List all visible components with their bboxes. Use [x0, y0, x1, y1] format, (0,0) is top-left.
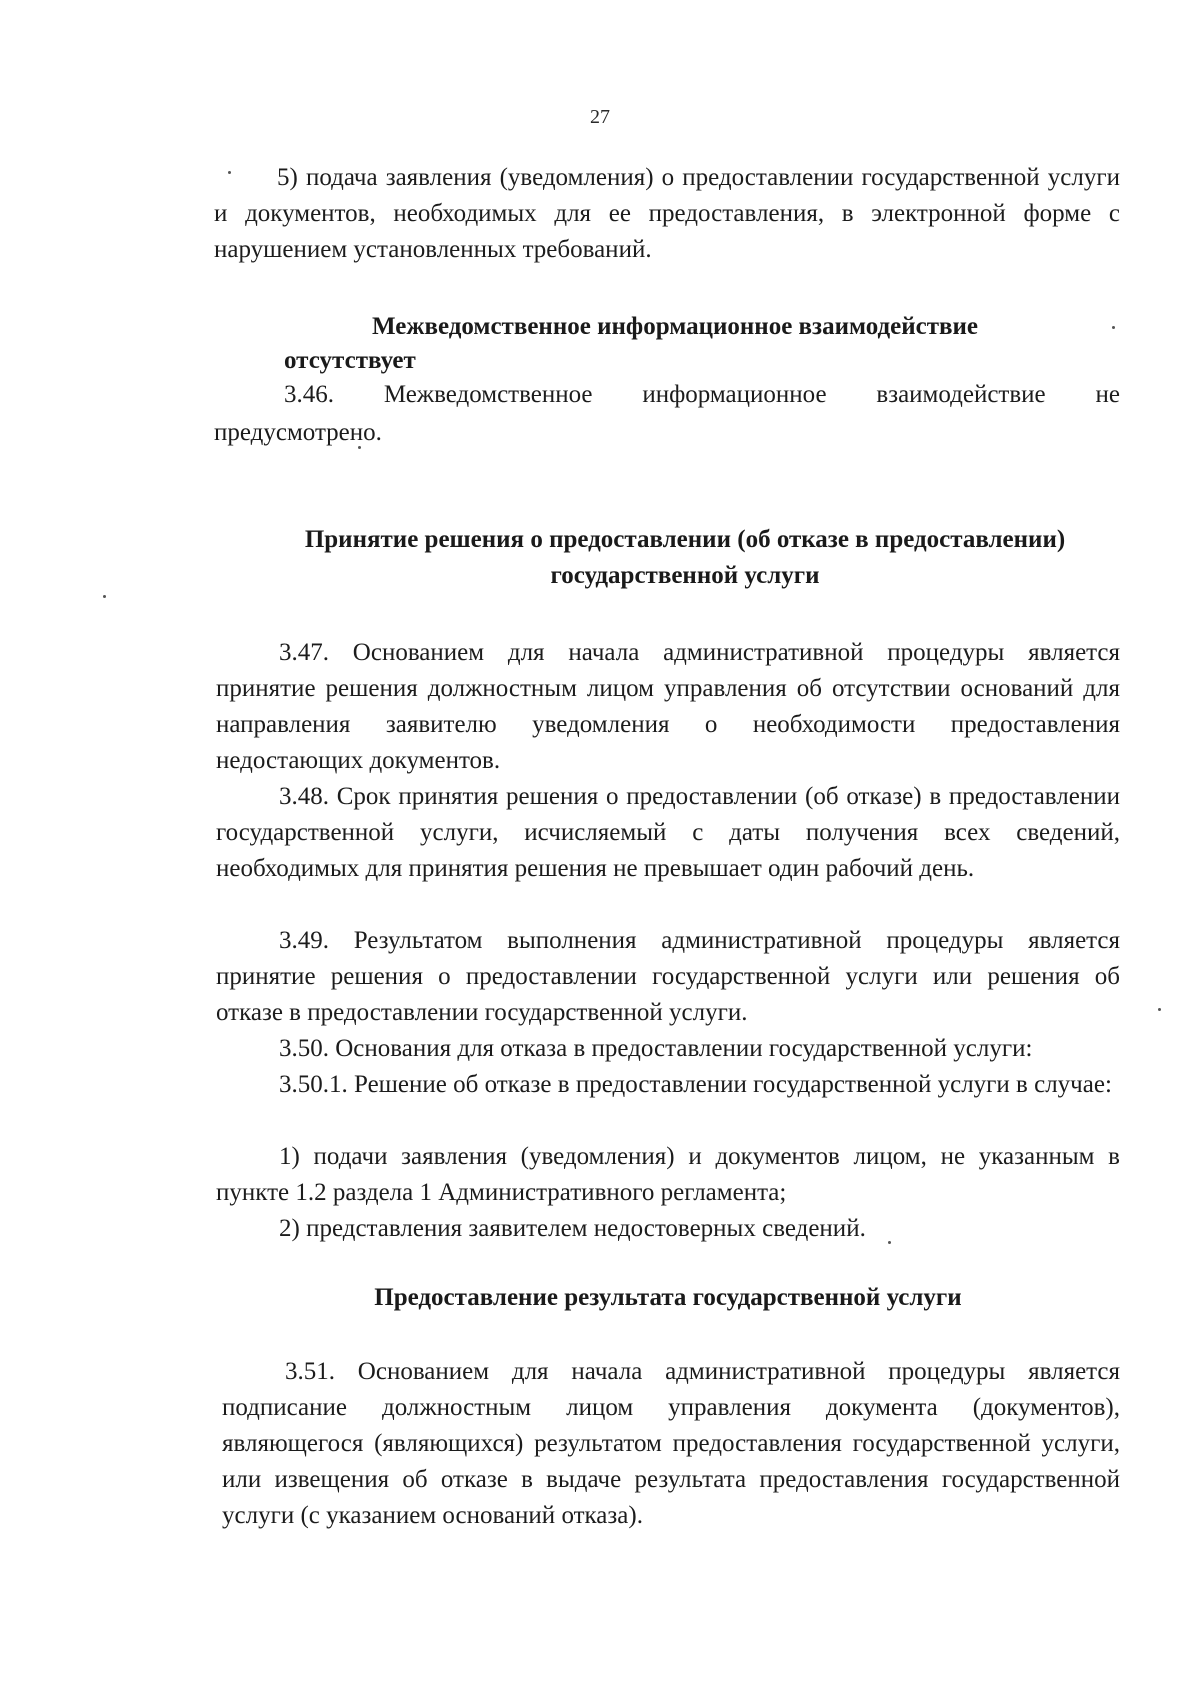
paragraph-3-46-word: не: [1095, 381, 1120, 408]
page-number: 27: [590, 106, 610, 128]
scan-speck: [1158, 1008, 1161, 1011]
paragraph-3-49: 3.49. Результатом выполнения административной процедуры является принятие решения о предоставлении государственной услуги или решения об отказе в предоставлении государственной услуги.: [216, 927, 1120, 1026]
paragraph-3-46-word: Межведомственное: [383, 381, 593, 408]
scan-speck: [228, 171, 231, 174]
heading-result: Предоставление результата государственной услуги: [374, 1284, 962, 1311]
scan-speck: [1112, 326, 1115, 329]
scan-speck: [358, 446, 361, 449]
paragraph-3-50: 3.50. Основания для отказа в предоставлении государственной услуги:: [279, 1035, 1033, 1062]
paragraph-3-46-first-line: [284, 377, 1120, 413]
scan-speck: [888, 1241, 891, 1244]
heading-decision: Принятие решения о предоставлении (об отказе в предоставлении) государственной услуги: [304, 526, 1066, 589]
paragraph-3-50-1: 3.50.1. Решение об отказе в предоставлении государственной услуги в случае:: [279, 1071, 1112, 1098]
heading-interagency: Межведомственное информационное взаимодействие: [372, 313, 978, 340]
paragraph-3-48: 3.48. Срок принятия решения о предоставлении (об отказе) в предоставлении государственной услуги, исчисляемый с даты получения всех сведений, необходимых для принятия решения не превышает один рабочий день.: [216, 783, 1120, 882]
paragraph-3-46-word: информационное: [642, 381, 827, 408]
heading-interagency-continued: отсутствует: [284, 347, 416, 374]
paragraph-item-5: 5) подача заявления (уведомления) о предоставлении государственной услуги и документов, необходимых для ее предоставления, в электронной форме с нарушением установленных требований.: [214, 164, 1120, 263]
paragraph-3-46-end: предусмотрено.: [214, 419, 382, 446]
list-item-2: 2) представления заявителем недостоверных сведений.: [279, 1215, 866, 1242]
paragraph-3-46-word: 3.46.: [284, 381, 334, 408]
paragraph-3-51: 3.51. Основанием для начала административной процедуры является подписание должностным лицом управления документа (документов), являющегося (являющихся) результатом предоставления государственной услуги, или извещения об отказе в выдаче результата предоставления государственной услуги (с указанием оснований отказа).: [222, 1358, 1120, 1529]
paragraph-3-46-word: взаимодействие: [876, 381, 1046, 408]
paragraph-3-47: 3.47. Основанием для начала административной процедуры является принятие решения должностным лицом управления об отсутствии оснований для направления заявителю уведомления о необходимости предоставления недостающих документов.: [216, 639, 1120, 774]
scan-speck: [103, 595, 106, 598]
list-item-1: 1) подачи заявления (уведомления) и документов лицом, не указанным в пункте 1.2 раздела 1 Административного регламента;: [216, 1143, 1120, 1206]
